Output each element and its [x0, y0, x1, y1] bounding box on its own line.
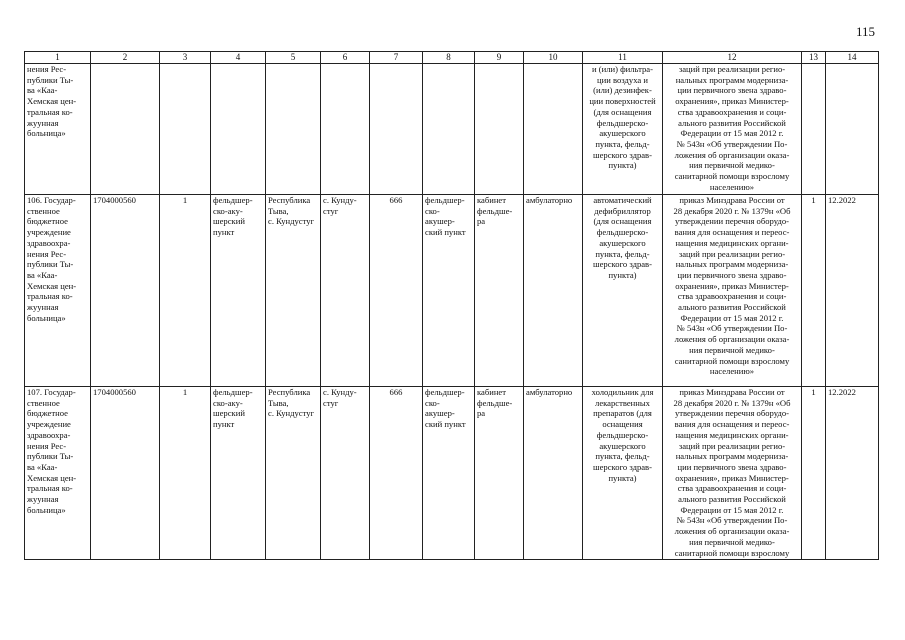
organization-cell: нения Рес- публики Ты- ва «Каа- Хемская цен- тральная ко- жуунная больница»	[25, 64, 91, 195]
count-cell	[160, 64, 211, 195]
population-cell: 666	[370, 195, 423, 387]
room-cell: кабинет фельдше- ра	[475, 195, 524, 387]
unit-cell: фельдшер- ско- акушер- ский пункт	[423, 195, 475, 387]
locality-cell	[321, 64, 370, 195]
legal-basis-cell: заций при реализации регио- нальных программ модерниза- ции первичного звена здраво- охранения», приказ Министер- ства здравоохранения и соци- ального развития Российской Федерации от 15 мая 2012 г. № 543н «Об утверждении По- ложения об организации оказа- ния первичной медико- санитарной помощи взрослому населению»	[663, 64, 802, 195]
address-cell: Республика Тыва, с. Кундустуг	[266, 195, 321, 387]
column-number: 4	[211, 52, 266, 64]
quantity-cell: 1	[802, 387, 826, 560]
population-cell	[370, 64, 423, 195]
legal-basis-cell: приказ Минздрава России от 28 декабря 2020 г. № 1379н «Об утверждении перечня оборудо- вания для оснащения и переос- нащения медицинских органи- заций при реализации регио- нальных программ модерниза- ции первичного звена здраво- охранения», приказ Министер- ства здравоохранения и соци- ального развития Российской Федерации от 15 мая 2012 г. № 543н «Об утверждении По- ложения об организации оказа- ния первичной медико- санитарной помощи взрослому населению»	[663, 195, 802, 387]
code-cell	[91, 64, 160, 195]
legal-basis-cell: приказ Минздрава России от 28 декабря 2020 г. № 1379н «Об утверждении перечня оборудо- вания для оснащения и переос- нащения медицинских органи- заций при реализации регио- нальных программ модерниза- ции первичного звена здраво- охранения», приказ Министер- ства здравоохранения и соци- ального развития Российской Федерации от 15 мая 2012 г. № 543н «Об утверждении По- ложения об организации оказа- ния первичной медико- санитарной помощи взрослому	[663, 387, 802, 560]
equipment-cell: и (или) фильтра- ции воздуха и (или) дезинфек- ции поверхностей (для оснащения фельдшерско- акушерского пункта, фельд- шерского здрав- пункта)	[583, 64, 663, 195]
table-row	[25, 195, 879, 387]
date-cell: 12.2022	[826, 195, 879, 387]
column-number: 12	[663, 52, 802, 64]
facility-type-cell	[211, 64, 266, 195]
column-number: 8	[423, 52, 475, 64]
column-number: 6	[321, 52, 370, 64]
care-form-cell: амбулаторно	[524, 387, 583, 560]
date-cell: 12.2022	[826, 387, 879, 560]
organization-cell: 107. Государ- ственное бюджетное учреждение здравоохра- нения Рес- публики Ты- ва «Каа- Хемская цен- тральная ко- жуунная больница»	[25, 387, 91, 560]
quantity-cell	[802, 64, 826, 195]
equipment-cell: автоматический дефибриллятор (для оснащения фельдшерско- акушерского пункта, фельд- шерского здрав- пункта)	[583, 195, 663, 387]
count-cell: 1	[160, 387, 211, 560]
column-number: 2	[91, 52, 160, 64]
table-row	[25, 387, 879, 560]
column-number: 10	[524, 52, 583, 64]
equipment-table	[24, 51, 879, 560]
column-number: 11	[583, 52, 663, 64]
column-number: 5	[266, 52, 321, 64]
room-cell	[475, 64, 524, 195]
column-number: 13	[802, 52, 826, 64]
column-number: 3	[160, 52, 211, 64]
equipment-cell: холодильник для лекарственных препаратов (для оснащения фельдшерско- акушерского пункта, фельд- шерского здрав- пункта)	[583, 387, 663, 560]
facility-type-cell: фельдшер- ско-аку- шерский пункт	[211, 387, 266, 560]
table-row	[25, 64, 879, 195]
quantity-cell: 1	[802, 195, 826, 387]
care-form-cell: амбулаторно	[524, 195, 583, 387]
code-cell: 1704000560	[91, 387, 160, 560]
facility-type-cell: фельдшер- ско-аку- шерский пункт	[211, 195, 266, 387]
locality-cell: с. Кунду- стуг	[321, 387, 370, 560]
population-cell: 666	[370, 387, 423, 560]
room-cell: кабинет фельдше- ра	[475, 387, 524, 560]
care-form-cell	[524, 64, 583, 195]
unit-cell	[423, 64, 475, 195]
page-number: 115	[855, 24, 875, 39]
column-number: 7	[370, 52, 423, 64]
column-number: 1	[25, 52, 91, 64]
column-number: 14	[826, 52, 879, 64]
count-cell: 1	[160, 195, 211, 387]
organization-cell: 106. Государ- ственное бюджетное учреждение здравоохра- нения Рес- публики Ты- ва «Каа- Хемская цен- тральная ко- жуунная больница»	[25, 195, 91, 387]
column-number: 9	[475, 52, 524, 64]
unit-cell: фельдшер- ско- акушер- ский пункт	[423, 387, 475, 560]
address-cell: Республика Тыва, с. Кундустуг	[266, 387, 321, 560]
header-row	[25, 52, 879, 64]
locality-cell: с. Кунду- стуг	[321, 195, 370, 387]
code-cell: 1704000560	[91, 195, 160, 387]
address-cell	[266, 64, 321, 195]
date-cell	[826, 64, 879, 195]
